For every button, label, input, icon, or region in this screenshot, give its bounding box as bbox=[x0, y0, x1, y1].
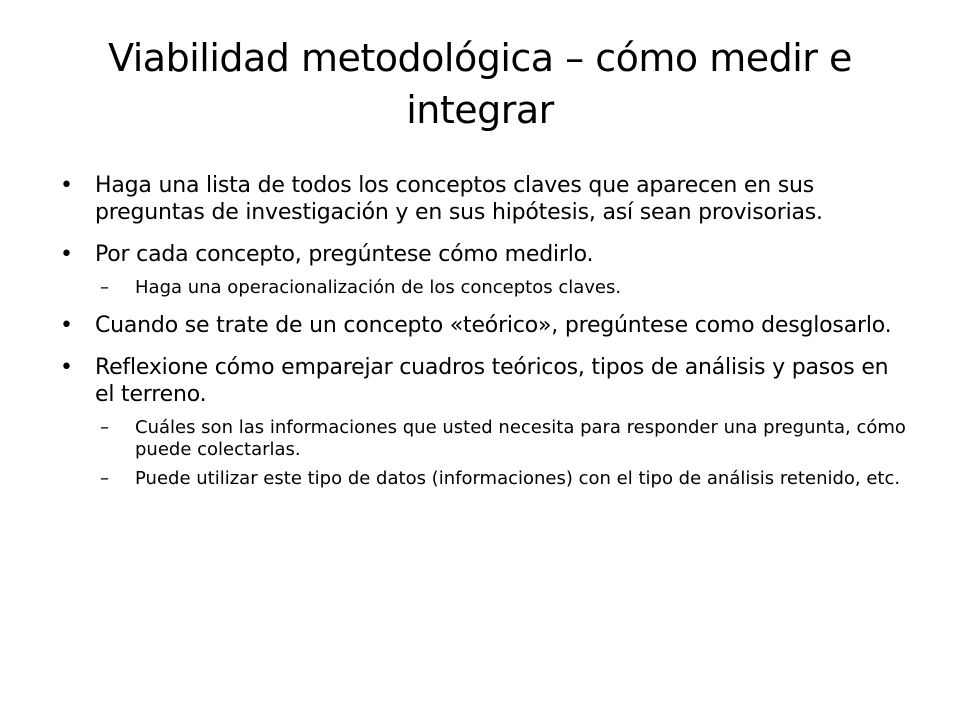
slide-body bbox=[60, 172, 912, 503]
bullet-marker: • bbox=[60, 313, 73, 338]
bullet-text: Por cada concepto, pregúntese cómo medirlo. bbox=[95, 242, 594, 267]
sub-bullet-marker: – bbox=[100, 468, 109, 489]
sub-bullet-text: Cuáles son las informaciones que usted necesita para responder una pregunta, cómo puede colectarlas. bbox=[135, 417, 906, 460]
sub-bullet-item bbox=[60, 417, 912, 461]
bullet-text: Reflexione cómo emparejar cuadros teóricos, tipos de análisis y pasos en el terreno. bbox=[95, 355, 889, 407]
bullet-item bbox=[60, 354, 912, 408]
sub-bullet-item bbox=[60, 468, 912, 490]
sub-bullet-marker: – bbox=[100, 277, 109, 298]
sub-bullet-text: Puede utilizar este tipo de datos (informaciones) con el tipo de análisis retenido, etc. bbox=[135, 468, 901, 489]
bullet-text: Haga una lista de todos los conceptos claves que aparecen en sus preguntas de investigación y en sus hipótesis, así sean provisorias. bbox=[95, 173, 823, 225]
bullet-marker: • bbox=[60, 242, 73, 267]
bullet-marker: • bbox=[60, 173, 73, 198]
bullet-marker: • bbox=[60, 355, 73, 380]
bullet-item bbox=[60, 172, 912, 226]
sub-bullet-marker: – bbox=[100, 417, 109, 438]
bullet-item bbox=[60, 312, 912, 339]
bullet-item bbox=[60, 241, 912, 268]
sub-bullet-item bbox=[60, 277, 912, 299]
sub-bullet-text: Haga una operacionalización de los conceptos claves. bbox=[135, 277, 622, 298]
bullet-text: Cuando se trate de un concepto «teórico», pregúntese como desglosarlo. bbox=[95, 313, 892, 338]
slide-title: Viabilidad metodológica – cómo medir e integrar bbox=[108, 36, 852, 132]
